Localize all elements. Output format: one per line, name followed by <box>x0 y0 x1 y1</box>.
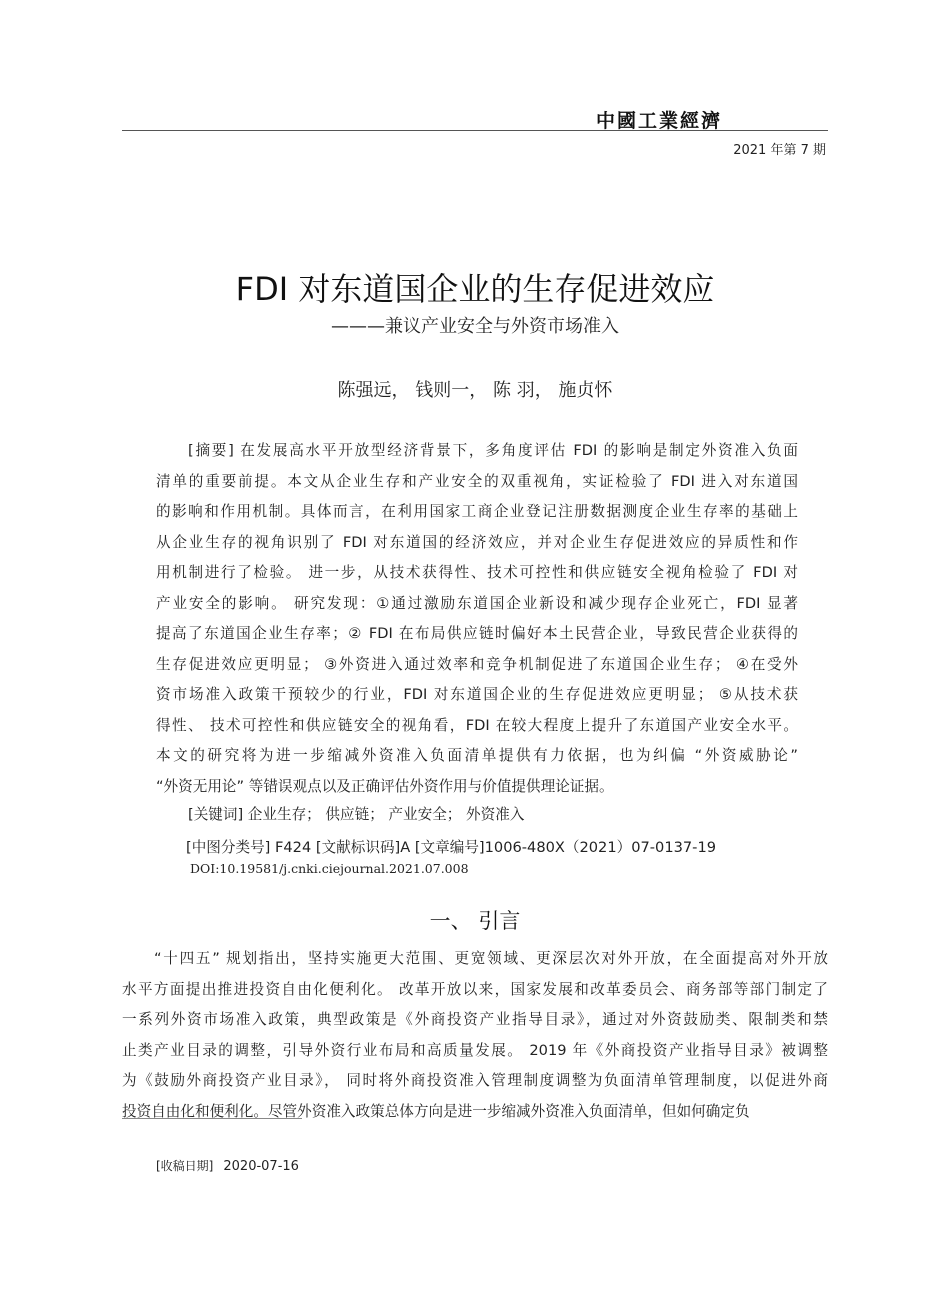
footnote <box>156 1157 299 1174</box>
abstract-line: “外资无用论” 等错误观点以及正确评估外资作用与价值提供理论证据。 <box>156 777 614 795</box>
abstract-line: 得性、 技术可控性和供应链安全的视角看，FDI 在较大程度上提升了东道国产业安全水平。 <box>156 716 798 734</box>
abstract-line: 从企业生存的视角识别了 FDI 对东道国的经济效应，并对企业生存促进效应的异质性和作 <box>156 533 798 551</box>
article-subtitle: ———兼议产业安全与外资市场准入 <box>331 316 619 337</box>
abstract-line: 清单的重要前提。本文从企业生存和产业安全的双重视角，实证检验了 FDI 进入对东道国 <box>156 472 798 490</box>
abstract-line: 生存促进效应更明显； ③外资进入通过效率和竞争机制促进了东道国企业生存； ④在受外 <box>156 655 798 673</box>
abstract-line: 产业安全的影响。 研究发现：①通过激励东道国企业新设和减少现存企业死亡，FDI 显著 <box>156 594 798 612</box>
abstract-line: 的影响和作用机制。具体而言，在利用国家工商企业登记注册数据测度企业生存率的基础上 <box>156 503 798 520</box>
received-date: 2020-07-16 <box>223 1159 299 1174</box>
abstract-line: 用机制进行了检验。 进一步，从技术获得性、技术可控性和供应链安全视角检验了 FDI 对 <box>156 564 798 581</box>
body-line: 水平方面提出推进投资自由化便利化。 改革开放以来，国家发展和改革委员会、商务部等部门制定了 <box>122 980 828 998</box>
abstract-line: [摘要] 在发展高水平开放型经济背景下，多角度评估 FDI 的影响是制定外资准入负面 <box>188 442 798 459</box>
doi: DOI:10.19581/j.cnki.ciejournal.2021.07.008 <box>190 861 469 876</box>
article-title: FDI 对东道国企业的生存促进效应 <box>235 270 715 308</box>
body-line: 投资自由化和便利化。尽管外资准入政策总体方向是进一步缩减外资准入负面清单，但如何确定负 <box>122 1102 750 1120</box>
abstract <box>156 436 798 802</box>
footnote-rule <box>122 1118 302 1119</box>
body-line: 一系列外资市场准入政策，典型政策是《外商投资产业指导目录》，通过对外资鼓励类、限制类和禁 <box>122 1011 828 1028</box>
issue-number: 2021 年第 7 期 <box>733 143 826 158</box>
journal-logo: 中國工業經濟 <box>595 110 722 132</box>
body-line: 止类产业目录的调整，引导外资行业布局和高质量发展。 2019 年《外商投资产业指导目录》被调整 <box>122 1041 828 1059</box>
classification-line: [中图分类号] F424 [文献标识码]A [文章编号]1006-480X（2021）07-0137-19 <box>186 839 717 856</box>
body-line: “十四五” 规划指出，坚持实施更大范围、更宽领域、更深层次对外开放，在全面提高对外开放 <box>154 950 828 967</box>
keywords: [关键词] 企业生存； 供应链； 产业安全； 外资准入 <box>188 806 525 823</box>
header-rule <box>122 130 828 131</box>
abstract-line: 本文的研究将为进一步缩减外资准入负面清单提供有力依据，也为纠偏 “外资威胁论” <box>156 747 798 764</box>
abstract-line: 提高了东道国企业生存率；② FDI 在布局供应链时偏好本土民营企业，导致民营企业获得的 <box>156 625 798 642</box>
footnote-label: [收稿日期] <box>156 1159 214 1173</box>
abstract-line: 资市场准入政策干预较少的行业，FDI 对东道国企业的生存促进效应更明显； ⑤从技术获 <box>156 686 798 703</box>
section-heading: 一、 引言 <box>429 909 521 933</box>
body-line: 为《鼓励外商投资产业目录》， 同时将外商投资准入管理制度调整为负面清单管理制度，以促进外商 <box>122 1072 828 1089</box>
body-text <box>122 944 828 1127</box>
article-authors: 陈强远， 钱则一， 陈 羽， 施贞怀 <box>337 380 613 401</box>
